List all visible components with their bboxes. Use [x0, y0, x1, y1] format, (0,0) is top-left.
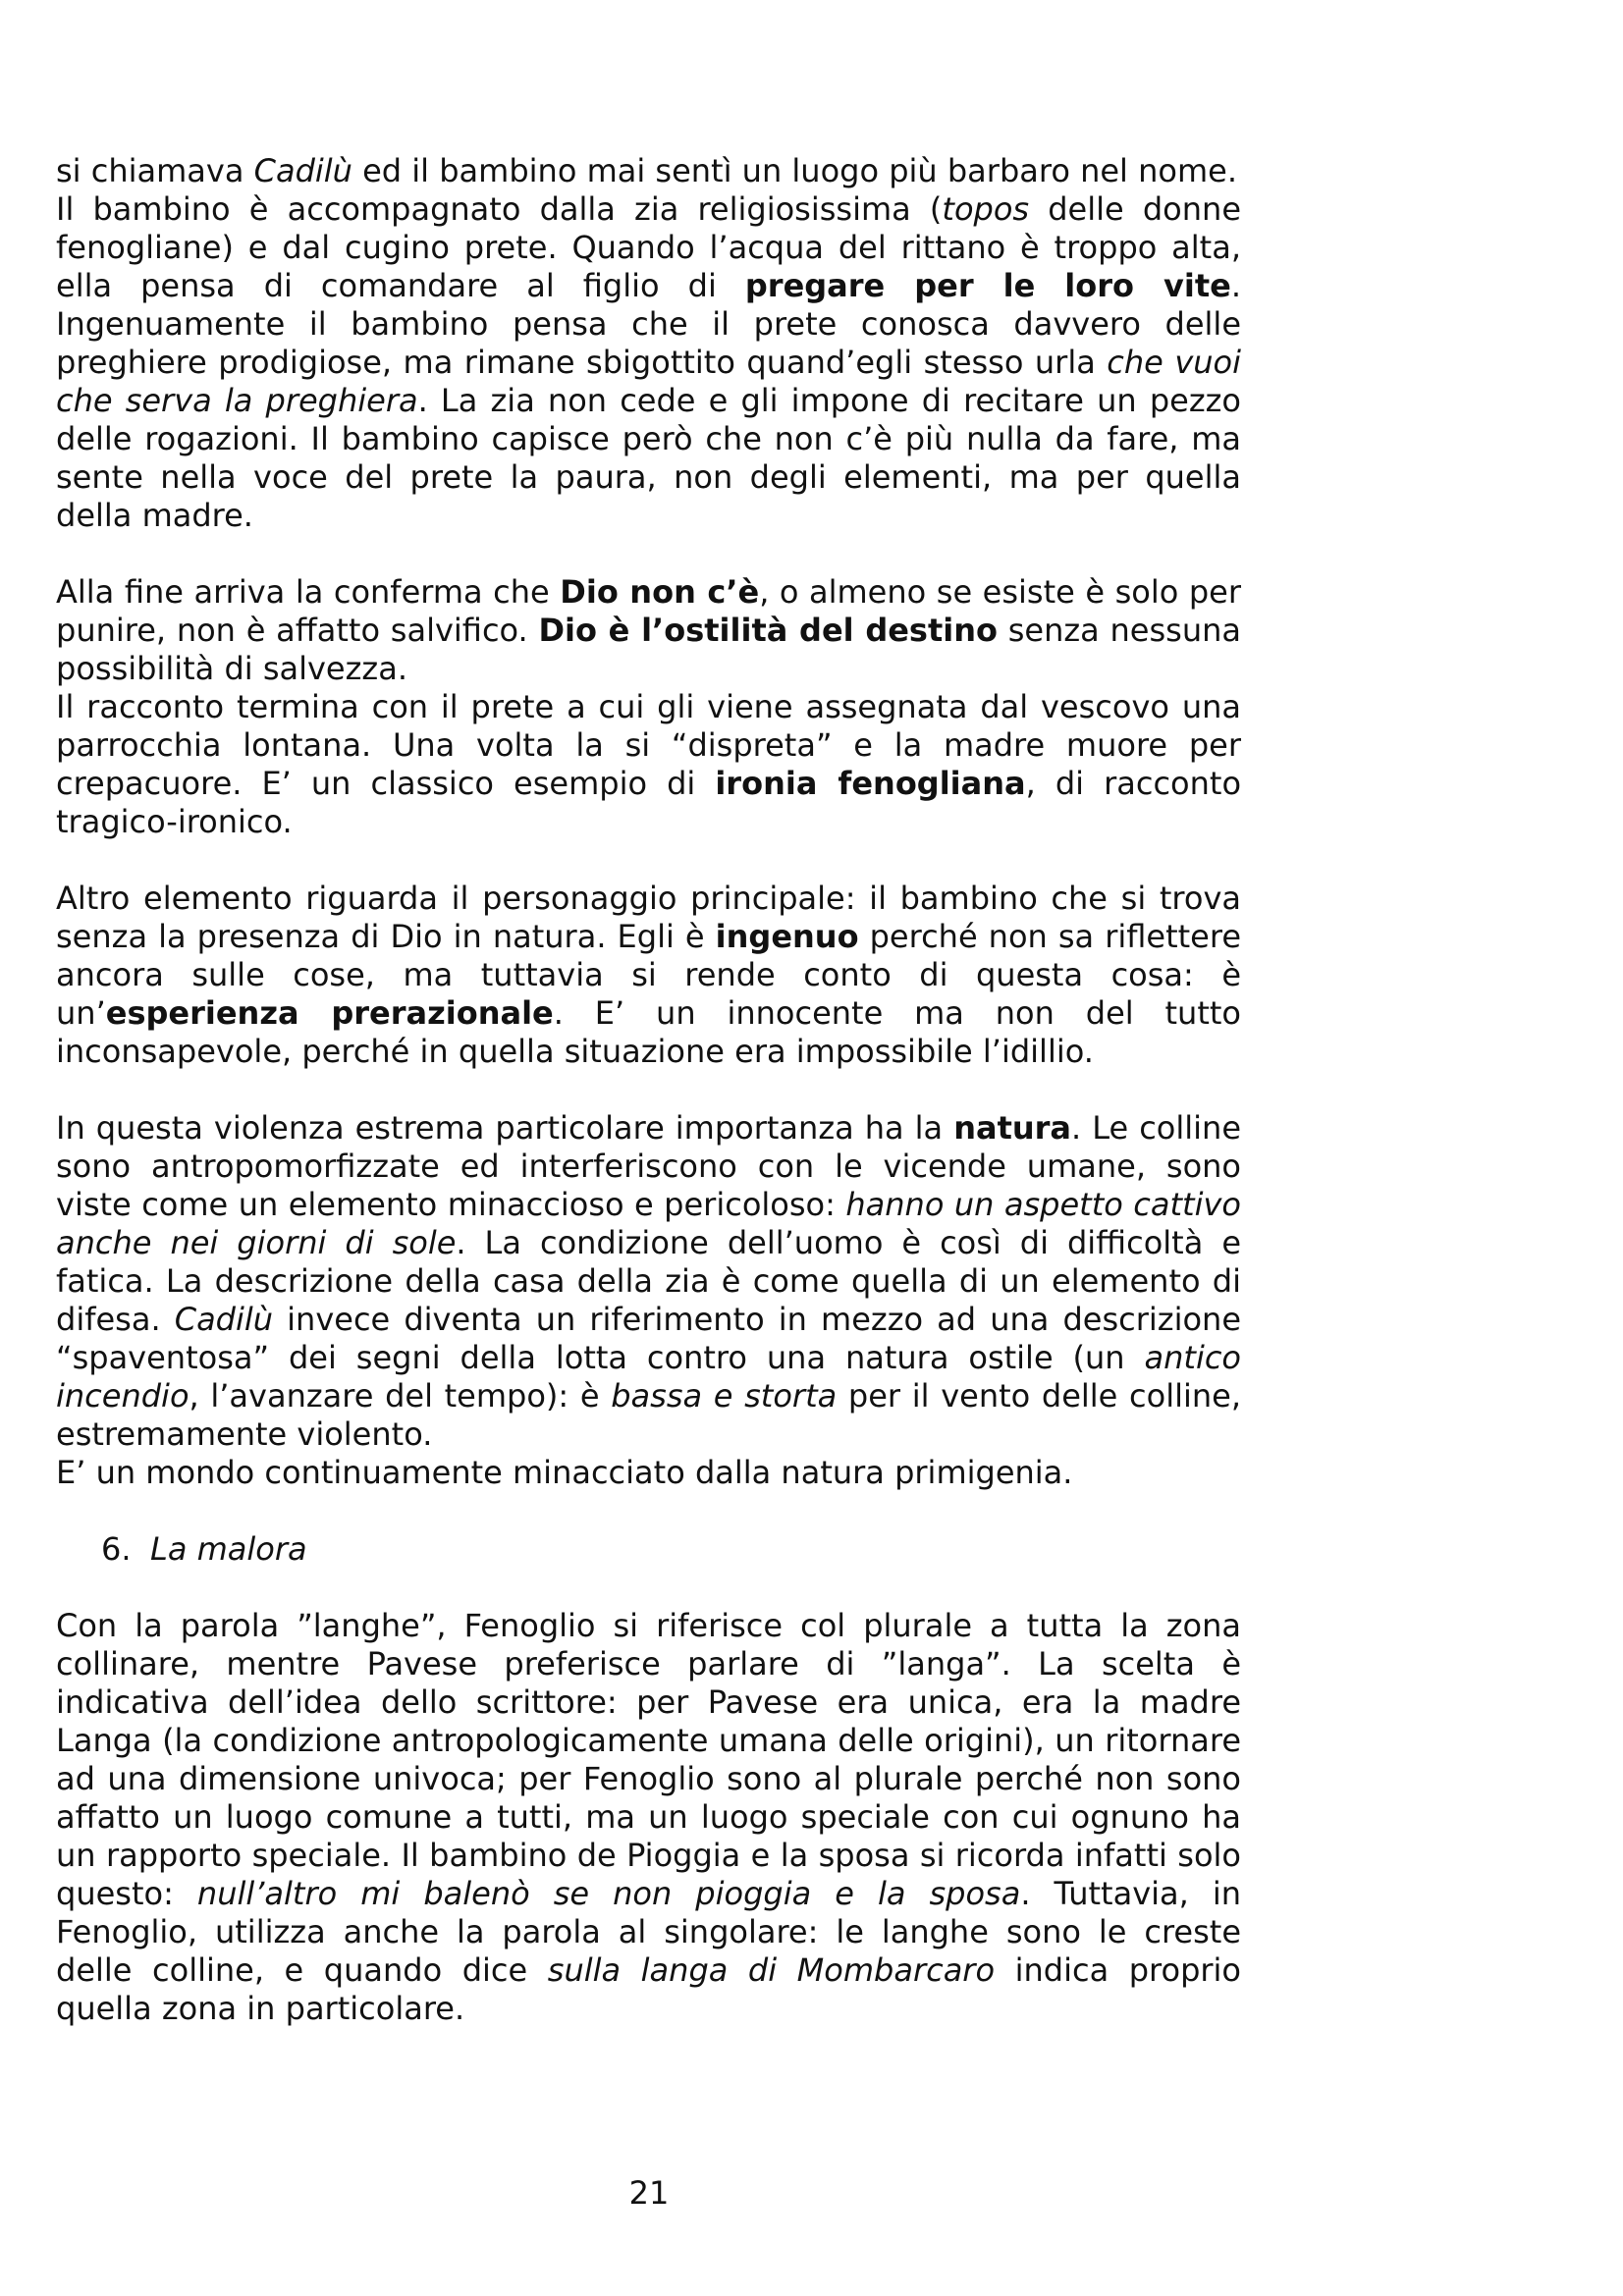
text-run: delle donne fenogliane) e dal cugino prete. Quando l’acqua del rittano è troppo alta, ella pensa di comandare al figlio di	[56, 190, 1242, 304]
italic-text: che vuoi che serva la preghiera	[56, 344, 1242, 419]
bold-text: esperienza prerazionale	[105, 994, 554, 1032]
text-run: si chiamava	[56, 152, 254, 189]
italic-text: sulla langa di Mombarcaro	[547, 1951, 996, 1989]
italic-text: hanno un aspetto cattivo anche nei giorni di sole	[56, 1186, 1242, 1261]
text-run: Il racconto termina con il prete a cui gli viene assegnata dal vescovo una parrocchia lontana. Una volta la si “dispreta” e la madre muore per crepacuore. E’ un classico esempio di	[56, 688, 1241, 802]
italic-text: Cadilù	[253, 152, 352, 189]
bold-text: ingenuo	[715, 918, 859, 955]
text-run: . E’ un innocente ma non del tutto inconsapevole, perché in quella situazione era impossibile l’idillio.	[56, 994, 1242, 1070]
text-run: Alla fine arriva la conferma che	[56, 573, 561, 611]
text-run: Con la parola ”langhe”, Fenoglio si riferisce col plurale a tutta la zona collinare, mentre Pavese preferisce parlare di ”langa”. La scelta è indicativa dell’idea dello scrittore: per Pavese era unica, era la madre Langa (la condizione antropologicamente umana delle origini), un ritornare ad una dimensione univoca; per Fenoglio sono al plurale perché non sono affatto un luogo comune a tutti, ma un luogo speciale con cui ognuno ha un rapporto speciale. Il bambino de Pioggia e la sposa si ricorda infatti solo questo:	[56, 1607, 1241, 1912]
bold-text: Dio non c’è	[560, 573, 760, 611]
paragraph	[56, 1454, 1241, 1492]
paragraph	[56, 190, 1241, 535]
paragraph	[56, 1607, 1241, 2028]
paragraph	[56, 688, 1241, 841]
paragraph	[56, 152, 1241, 190]
bold-text: pregare per le loro vite	[744, 267, 1231, 304]
section-number: 6.	[101, 1530, 132, 1568]
italic-text: topos	[942, 190, 1030, 228]
text-run: , o almeno se esiste è solo per punire, non è affatto salvifico.	[56, 573, 1242, 649]
text-run: . La zia non cede e gli impone di recitare un pezzo delle rogazioni. Il bambino capisce però che non c’è più nulla da fare, ma sente nella voce del prete la paura, non degli elementi, ma per quella della madre.	[56, 382, 1242, 534]
bold-text: ironia fenogliana	[715, 765, 1026, 802]
italic-text: null’altro mi balenò se non pioggia e la sposa	[196, 1875, 1021, 1912]
text-run: In questa violenza estrema particolare importanza ha la	[56, 1109, 954, 1147]
text-run: . Ingenuamente il bambino pensa che il prete conosca davvero delle preghiere prodigiose, ma rimane sbigottito quand’egli stesso urla	[56, 267, 1242, 381]
section-heading	[56, 1530, 1241, 1569]
section-title: La malora	[150, 1530, 307, 1568]
page-number: 21	[628, 2174, 670, 2212]
text-run: indica proprio quella zona in particolare.	[56, 1951, 1242, 2027]
text-run: invece diventa un riferimento in mezzo ad una descrizione “spaventosa” dei segni della lotta contro una natura ostile (un	[56, 1301, 1242, 1376]
italic-text: bassa e storta	[611, 1377, 838, 1415]
text-run: E’ un mondo continuamente minacciato dalla natura primigenia.	[56, 1454, 1073, 1491]
text-run: per il vento delle colline, estremamente violento.	[56, 1377, 1242, 1453]
text-run: . La condizione dell’uomo è così di difficoltà e fatica. La descrizione della casa della zia è come quella di un elemento di difesa.	[56, 1224, 1241, 1338]
text-run: perché non sa riflettere ancora sulle cose, ma tuttavia si rende conto di questa cosa: è un’	[56, 918, 1242, 1032]
text-run: , l’avanzare del tempo): è	[189, 1377, 612, 1415]
text-run: . Le colline sono antropomorfizzate ed interferiscono con le vicende umane, sono viste come un elemento minaccioso e pericoloso:	[56, 1109, 1241, 1223]
document-page	[56, 152, 1241, 2028]
bold-text: natura	[953, 1109, 1072, 1147]
bold-text: Dio è l’ostilità del destino	[538, 612, 998, 649]
paragraph	[56, 880, 1241, 1071]
italic-text: Cadilù	[174, 1301, 274, 1338]
paragraph	[56, 573, 1241, 688]
text-run: . Tuttavia, in Fenoglio, utilizza anche la parola al singolare: le langhe sono le creste delle colline, e quando dice	[56, 1875, 1242, 1989]
text-run: Altro elemento riguarda il personaggio principale: il bambino che si trova senza la presenza di Dio in natura. Egli è	[56, 880, 1241, 955]
text-run: ed il bambino mai sentì un luogo più barbaro nel nome.	[352, 152, 1237, 189]
text-run: , di racconto tragico-ironico.	[56, 765, 1242, 840]
body-text-before-heading	[56, 152, 1241, 1492]
text-run: Il bambino è accompagnato dalla zia religiosissima (	[56, 190, 943, 228]
paragraph	[56, 1109, 1241, 1454]
body-text-after-heading	[56, 1607, 1241, 2028]
italic-text: antico incendio	[56, 1339, 1241, 1415]
text-run: senza nessuna possibilità di salvezza.	[56, 612, 1241, 687]
